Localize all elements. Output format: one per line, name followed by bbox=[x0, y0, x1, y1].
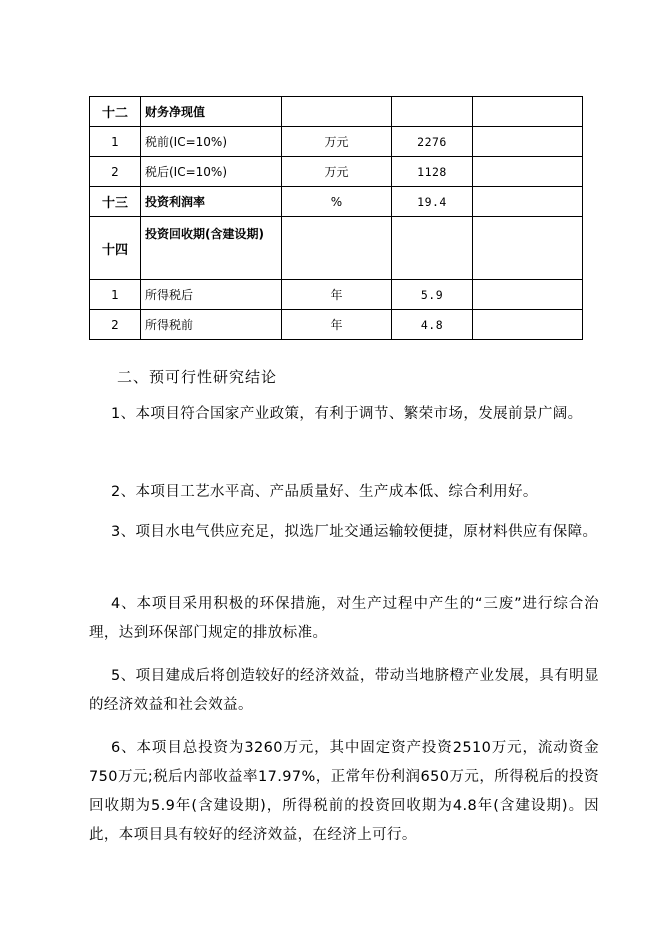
row-number: 十三 bbox=[90, 187, 141, 217]
row-unit: 年 bbox=[282, 310, 392, 340]
row-unit: 万元 bbox=[282, 127, 392, 157]
row-note bbox=[473, 127, 583, 157]
row-unit bbox=[282, 217, 392, 280]
row-note bbox=[473, 187, 583, 217]
row-unit: % bbox=[282, 187, 392, 217]
row-value: 19.4 bbox=[392, 187, 473, 217]
table-row bbox=[90, 280, 583, 310]
paragraph-text: 6、本项目总投资为3260万元，其中固定资产投资2510万元，流动资金750万元;税后内部收益率17.97%，正常年份利润650万元，所得税后的投资回收期为5.9年(含建设期)，所得税前的投资回收期为4.8年(含建设期)。因此，本项目具有较好的经济效益，在经济上可行。 bbox=[89, 740, 599, 843]
paragraph-text: 4、本项目采用积极的环保措施，对生产过程中产生的“三废”进行综合治理，达到环保部门规定的排放标准。 bbox=[89, 596, 599, 641]
table-row bbox=[90, 217, 583, 280]
table-row bbox=[90, 127, 583, 157]
conclusion-paragraph bbox=[89, 518, 599, 547]
row-item-name: 投资利润率 bbox=[141, 187, 282, 217]
row-note bbox=[473, 157, 583, 187]
row-unit: 万元 bbox=[282, 157, 392, 187]
row-note bbox=[473, 310, 583, 340]
row-number: 1 bbox=[90, 127, 141, 157]
row-item-name: 税后(IC=10%) bbox=[141, 157, 282, 187]
conclusion-paragraph bbox=[89, 734, 599, 850]
row-number: 2 bbox=[90, 157, 141, 187]
table-row bbox=[90, 97, 583, 127]
section-title: 二、预可行性研究结论 bbox=[117, 368, 278, 386]
row-value: 4.8 bbox=[392, 310, 473, 340]
paragraph-text: 1、本项目符合国家产业政策，有利于调节、繁荣市场，发展前景广阔。 bbox=[111, 406, 583, 422]
row-item-name: 所得税后 bbox=[141, 280, 282, 310]
row-unit: 年 bbox=[282, 280, 392, 310]
row-value bbox=[392, 217, 473, 280]
row-item-name: 税前(IC=10%) bbox=[141, 127, 282, 157]
row-note bbox=[473, 97, 583, 127]
row-value: 1128 bbox=[392, 157, 473, 187]
paragraph-text: 2、本项目工艺水平高、产品质量好、生产成本低、综合利用好。 bbox=[111, 484, 538, 500]
table-row bbox=[90, 157, 583, 187]
row-number: 十二 bbox=[90, 97, 141, 127]
row-item-name: 财务净现值 bbox=[141, 97, 282, 127]
table-row bbox=[90, 310, 583, 340]
row-unit bbox=[282, 97, 392, 127]
table-row bbox=[90, 187, 583, 217]
conclusion-paragraph bbox=[89, 662, 599, 720]
row-note bbox=[473, 217, 583, 280]
row-value: 2276 bbox=[392, 127, 473, 157]
row-note bbox=[473, 280, 583, 310]
row-number: 2 bbox=[90, 310, 141, 340]
financial-indicators-table bbox=[89, 96, 583, 340]
row-value bbox=[392, 97, 473, 127]
row-number: 十四 bbox=[90, 217, 141, 280]
row-value: 5.9 bbox=[392, 280, 473, 310]
row-item-name: 投资回收期(含建设期) bbox=[141, 217, 282, 280]
paragraph-text: 5、项目建成后将创造较好的经济效益，带动当地脐橙产业发展，具有明显的经济效益和社会效益。 bbox=[89, 668, 599, 713]
conclusion-paragraph bbox=[89, 590, 599, 648]
paragraph-text: 3、项目水电气供应充足，拟选厂址交通运输较便捷，原材料供应有保障。 bbox=[111, 524, 598, 540]
row-number: 1 bbox=[90, 280, 141, 310]
conclusion-paragraph bbox=[89, 400, 599, 429]
row-item-name: 所得税前 bbox=[141, 310, 282, 340]
conclusion-paragraph bbox=[89, 478, 599, 507]
